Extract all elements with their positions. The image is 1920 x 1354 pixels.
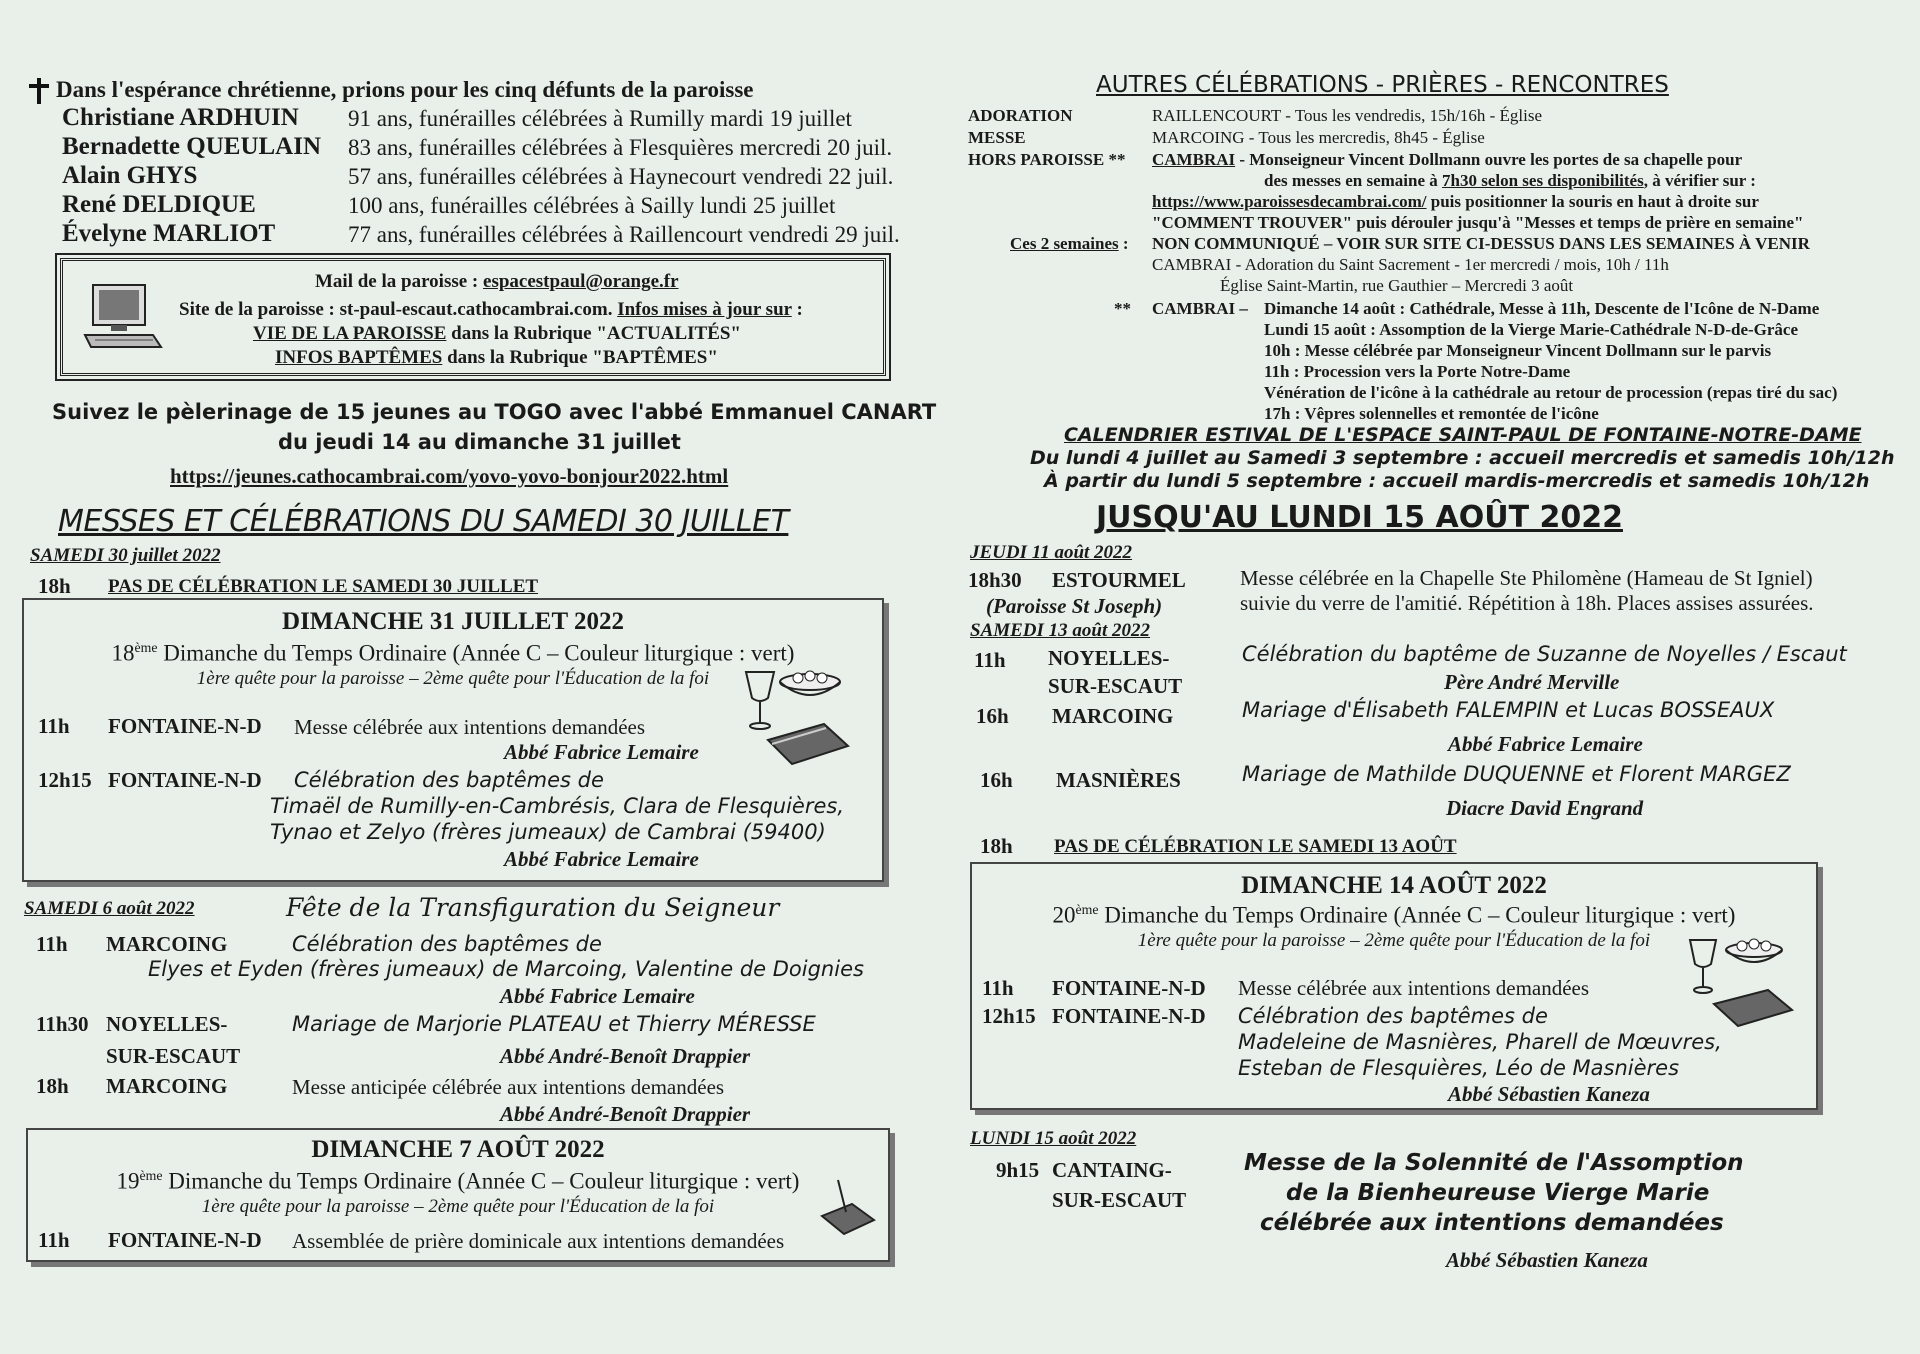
- mail-link[interactable]: espacestpaul@orange.fr: [483, 271, 679, 292]
- cambrai-line: 11h : Procession vers la Porte Notre-Dame: [1264, 362, 1571, 381]
- messe-label: MESSE: [968, 128, 1026, 147]
- event-text: Assemblée de prière dominicale aux intentions demandées: [292, 1229, 785, 1253]
- pilgrimage-line2: du jeudi 14 au dimanche 31 juillet: [278, 430, 681, 454]
- event-text: Messe célébrée aux intentions demandées: [294, 715, 646, 739]
- place: ESTOURMEL: [1052, 568, 1186, 592]
- deceased-name: René DELDIQUE: [62, 191, 256, 218]
- assumption-line: de la Bienheureuse Vierge Marie: [1286, 1180, 1710, 1206]
- event-text: Célébration du baptême de Suzanne de Noyelles / Escaut: [1242, 642, 1847, 666]
- event-text: Elyes et Eyden (frères jumeaux) de Marcoing, Valentine de Doignies: [148, 957, 864, 981]
- no-celebration: PAS DE CÉLÉBRATION LE SAMEDI 30 JUILLET: [108, 576, 539, 597]
- time: 11h: [974, 648, 1006, 672]
- priest: Abbé Fabrice Lemaire: [500, 984, 695, 1008]
- place: MASNIÈRES: [1056, 768, 1181, 792]
- deceased-info: 100 ans, funérailles célébrées à Sailly lundi 25 juillet: [348, 193, 836, 218]
- time: 12h15: [38, 768, 92, 792]
- deceased-name: Évelyne MARLIOT: [62, 220, 276, 247]
- event-text: Mariage de Mathilde DUQUENNE et Florent MARGEZ: [1242, 762, 1791, 786]
- date-heading: SAMEDI 30 juillet 2022: [30, 545, 221, 566]
- feast-title: Fête de la Transfiguration du Seigneur: [286, 893, 780, 922]
- time: 18h: [980, 834, 1013, 858]
- place: SUR-ESCAUT: [106, 1044, 241, 1068]
- chalice-icon: [738, 660, 858, 775]
- time: 16h: [980, 768, 1013, 792]
- priest: Abbé André-Benoît Drappier: [500, 1102, 751, 1126]
- cambrai-line: 17h : Vêpres solennelles et remontée de l'icône: [1264, 404, 1599, 423]
- priest: Diacre David Engrand: [1446, 796, 1644, 820]
- event-text: Célébration des baptêmes de: [1238, 1004, 1548, 1028]
- date-heading: LUNDI 15 août 2022: [970, 1128, 1137, 1149]
- place: NOYELLES-: [106, 1012, 228, 1036]
- time: 18h: [38, 574, 71, 598]
- time: 16h: [976, 704, 1009, 728]
- time: 12h15: [982, 1004, 1036, 1028]
- place: SUR-ESCAUT: [1052, 1188, 1187, 1212]
- messe-text: MARCOING - Tous les mercredis, 8h45 - Église: [1152, 128, 1485, 147]
- site-line: Site de la paroisse : st-paul-escaut.cathocambrai.com. Infos mises à jour sur :: [179, 299, 803, 320]
- place: FONTAINE-N-D: [108, 714, 262, 738]
- event-text: Mariage de Marjorie PLATEAU et Thierry MÉRESSE: [292, 1012, 816, 1036]
- cross-icon: [26, 76, 52, 112]
- event-text: Timaël de Rumilly-en-Cambrésis, Clara de Flesquières,: [270, 794, 845, 818]
- vie-line: VIE DE LA PAROISSE dans la Rubrique "ACTUALITÉS": [253, 323, 741, 344]
- event-text: Messe célébrée aux intentions demandées: [1238, 976, 1590, 1000]
- mail-line: Mail de la paroisse : espacestpaul@orange.fr: [315, 271, 679, 292]
- pilgrimage-line1: Suivez le pèlerinage de 15 jeunes au TOGO avec l'abbé Emmanuel CANART: [52, 400, 937, 424]
- event-text: Messe anticipée célébrée aux intentions demandées: [292, 1075, 725, 1099]
- autres-title: AUTRES CÉLÉBRATIONS - PRIÈRES - RENCONTRES: [1096, 72, 1669, 98]
- vie-link[interactable]: VIE DE LA PAROISSE: [253, 323, 447, 344]
- liturgy-line: 19ème Dimanche du Temps Ordinaire (Année C – Couleur liturgique : vert): [116, 1168, 800, 1194]
- hors-line4: "COMMENT TROUVER" puis dérouler jusqu'à "Messes et temps de prière en semaine": [1152, 213, 1804, 232]
- deceased-info: 57 ans, funérailles célébrées à Haynecourt vendredi 22 juil.: [348, 164, 894, 189]
- event-text: Messe célébrée en la Chapelle Ste Philomène (Hameau de St Igniel): [1240, 566, 1813, 590]
- assumption-line: célébrée aux intentions demandées: [1260, 1210, 1724, 1236]
- cambrai-line: Vénération de l'icône à la cathédrale au retour de procession (repas tiré du sac): [1264, 383, 1838, 402]
- date-heading: JEUDI 11 août 2022: [970, 542, 1133, 563]
- no-celebration: PAS DE CÉLÉBRATION LE SAMEDI 13 AOÛT: [1054, 836, 1457, 857]
- time: 11h: [36, 932, 68, 956]
- contact-box: [60, 258, 886, 376]
- time: 9h15: [996, 1158, 1040, 1182]
- priest: Abbé Fabrice Lemaire: [1448, 732, 1643, 756]
- time: 11h: [38, 714, 70, 738]
- place: MARCOING: [1052, 704, 1174, 728]
- place: MARCOING: [106, 1074, 228, 1098]
- calendrier-line: Du lundi 4 juillet au Samedi 3 septembre : accueil mercredis et samedis 10h/12h: [1030, 447, 1895, 469]
- computer-icon: [83, 281, 163, 358]
- priest: Abbé Sébastien Kaneza: [1448, 1082, 1650, 1106]
- ces2-text: NON COMMUNIQUÉ – VOIR SUR SITE CI-DESSUS DANS LES SEMAINES À VENIR: [1152, 234, 1810, 253]
- time: 11h: [38, 1228, 70, 1252]
- deceased-name: Bernadette QUEULAIN: [62, 133, 322, 160]
- deceased-info: 91 ans, funérailles célébrées à Rumilly mardi 19 juillet: [348, 106, 852, 131]
- sunday-title: DIMANCHE 7 AOÛT 2022: [311, 1136, 605, 1163]
- chalice-icon: [1684, 934, 1804, 1039]
- place: MARCOING: [106, 932, 228, 956]
- place: CANTAING-: [1052, 1158, 1172, 1182]
- date-heading: SAMEDI 13 août 2022: [970, 620, 1151, 641]
- time: 11h30: [36, 1012, 89, 1036]
- quete-line: 1ère quête pour la paroisse – 2ème quête pour l'Éducation de la foi: [1137, 930, 1651, 951]
- priest: Abbé André-Benoît Drappier: [500, 1044, 751, 1068]
- deceased-info: 77 ans, funérailles célébrées à Raillencourt vendredi 29 juil.: [348, 222, 900, 247]
- stars: **: [1114, 299, 1131, 318]
- cambrai-line: 10h : Messe célébrée par Monseigneur Vincent Dollmann sur le parvis: [1264, 341, 1772, 360]
- place: FONTAINE-N-D: [1052, 1004, 1206, 1028]
- hors-line3: https://www.paroissesdecambrai.com/ puis positionner la souris en haut à droite sur: [1152, 192, 1759, 211]
- pilgrimage-url[interactable]: https://jeunes.cathocambrai.com/yovo-yovo-bonjour2022.html: [170, 464, 729, 488]
- hors-label: HORS PAROISSE **: [968, 150, 1126, 169]
- bible-icon: [818, 1176, 878, 1241]
- ces2-label: Ces 2 semaines :: [1010, 234, 1129, 253]
- hors-line: CAMBRAI - Monseigneur Vincent Dollmann ouvre les portes de sa chapelle pour: [1152, 150, 1743, 169]
- quete-line: 1ère quête pour la paroisse – 2ème quête pour l'Éducation de la foi: [196, 668, 710, 689]
- assumption-line: Messe de la Solennité de l'Assomption: [1244, 1150, 1744, 1176]
- deceased-name: Alain GHYS: [62, 162, 198, 189]
- deceased-intro: Dans l'espérance chrétienne, prions pour les cinq défunts de la paroisse: [56, 77, 754, 102]
- place: FONTAINE-N-D: [1052, 976, 1206, 1000]
- place: (Paroisse St Joseph): [986, 594, 1163, 618]
- adoration-label: ADORATION: [968, 106, 1073, 125]
- time: 18h: [36, 1074, 69, 1098]
- event-text: Madeleine de Masnières, Pharell de Mœuvres,: [1238, 1030, 1722, 1054]
- bapt-link[interactable]: INFOS BAPTÊMES: [275, 347, 443, 368]
- sunday-title: DIMANCHE 14 AOÛT 2022: [1241, 872, 1547, 899]
- left-section-title: MESSES ET CÉLÉBRATIONS DU SAMEDI 30 JUILLET: [58, 504, 789, 539]
- deceased-info: 83 ans, funérailles célébrées à Flesquières mercredi 20 juil.: [348, 135, 893, 160]
- event-text: suivie du verre de l'amitié. Répétition à 18h. Places assises assurées.: [1240, 591, 1814, 615]
- place: FONTAINE-N-D: [108, 768, 262, 792]
- liturgy-line: 20ème Dimanche du Temps Ordinaire (Année C – Couleur liturgique : vert): [1052, 902, 1736, 928]
- time: 18h30: [968, 568, 1022, 592]
- place: SUR-ESCAUT: [1048, 674, 1183, 698]
- cambrai-label: CAMBRAI –: [1152, 299, 1248, 318]
- right-section-title: JUSQU'AU LUNDI 15 AOÛT 2022: [1096, 500, 1623, 535]
- cambrai-adoration2: Église Saint-Martin, rue Gauthier – Mercredi 3 août: [1220, 276, 1574, 295]
- liturgy-line: 18ème Dimanche du Temps Ordinaire (Année C – Couleur liturgique : vert): [111, 640, 795, 666]
- priest: Père André Merville: [1444, 670, 1620, 694]
- bapt-line: INFOS BAPTÊMES dans la Rubrique "BAPTÊMES": [275, 347, 718, 368]
- hors-line2: des messes en semaine à 7h30 selon ses disponibilités, à vérifier sur :: [1264, 171, 1756, 190]
- sunday-14-box: [970, 862, 1818, 1110]
- sunday-31-box: [22, 598, 884, 882]
- event-text: Mariage d'Élisabeth FALEMPIN et Lucas BOSSEAUX: [1242, 698, 1775, 722]
- cambrai-line: Dimanche 14 août : Cathédrale, Messe à 11h, Descente de l'Icône de N-Dame: [1264, 299, 1820, 318]
- quete-line: 1ère quête pour la paroisse – 2ème quête pour l'Éducation de la foi: [201, 1196, 715, 1217]
- event-text: Tynao et Zelyo (frères jumeaux) de Cambrai (59400): [270, 820, 826, 844]
- adoration-text: RAILLENCOURT - Tous les vendredis, 15h/16h - Église: [1152, 106, 1543, 125]
- cambrai-adoration: CAMBRAI - Adoration du Saint Sacrement - 1er mercredi / mois, 10h / 11h: [1152, 255, 1669, 274]
- cambrai-line: Lundi 15 août : Assomption de la Vierge Marie-Cathédrale N-D-de-Grâce: [1264, 320, 1799, 339]
- sunday-title: DIMANCHE 31 JUILLET 2022: [282, 608, 624, 635]
- date-heading: SAMEDI 6 août 2022: [24, 898, 195, 919]
- time: 11h: [982, 976, 1014, 1000]
- event-text: Célébration des baptêmes de: [292, 932, 602, 956]
- event-text: Célébration des baptêmes de: [294, 768, 604, 792]
- priest: Abbé Fabrice Lemaire: [504, 847, 699, 871]
- priest: Abbé Fabrice Lemaire: [504, 740, 699, 764]
- event-text: Esteban de Flesquières, Léo de Masnières: [1238, 1056, 1680, 1080]
- diocese-link[interactable]: https://www.paroissesdecambrai.com/: [1152, 192, 1427, 211]
- calendrier-title: CALENDRIER ESTIVAL DE L'ESPACE SAINT-PAUL DE FONTAINE-NOTRE-DAME: [1064, 424, 1862, 446]
- place: NOYELLES-: [1048, 646, 1170, 670]
- sunday-7-box: [26, 1128, 890, 1262]
- deceased-name: Christiane ARDHUIN: [62, 104, 299, 131]
- place: FONTAINE-N-D: [108, 1228, 262, 1252]
- calendrier-line: À partir du lundi 5 septembre : accueil mardis-mercredis et samedis 10h/12h: [1044, 470, 1870, 492]
- priest: Abbé Sébastien Kaneza: [1446, 1248, 1648, 1272]
